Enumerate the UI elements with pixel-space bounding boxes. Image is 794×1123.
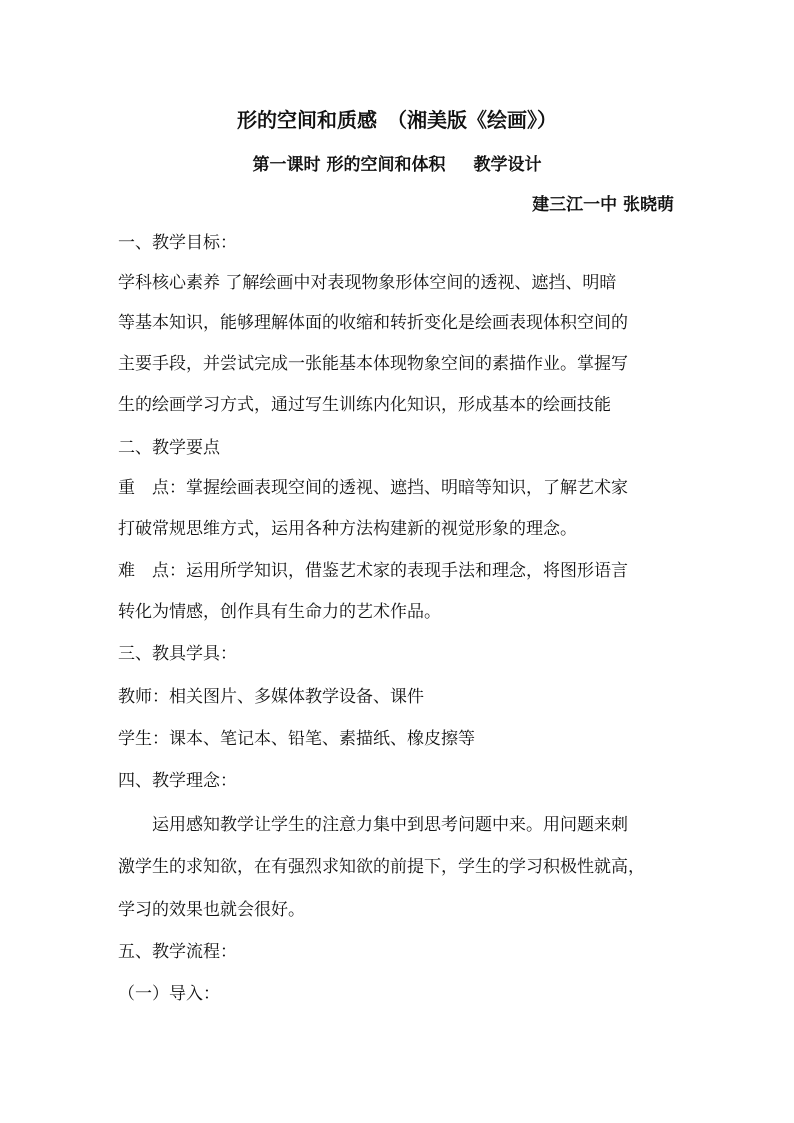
subtitle-design: 教学设计 xyxy=(473,155,542,175)
document-subtitle xyxy=(0,150,794,175)
section-heading-process: 五、教学流程： xyxy=(118,942,237,962)
section-heading-philosophy: 四、教学理念： xyxy=(118,771,237,791)
section-heading-keypoints: 二、教学要点 xyxy=(118,438,220,458)
paragraph-line: 难 点：运用所学知识，借鉴艺术家的表现手法和理念，将图形语言 xyxy=(118,561,628,581)
subtitle-lesson: 第一课时 形的空间和体积 xyxy=(252,155,446,175)
paragraph-line: 学科核心素养 了解绘画中对表现物象形体空间的透视、遮挡、明暗 xyxy=(118,273,617,293)
paragraph-line: 教师：相关图片、多媒体教学设备、课件 xyxy=(118,687,424,707)
paragraph-line: 重 点：掌握绘画表现空间的透视、遮挡、明暗等知识，了解艺术家 xyxy=(118,478,628,498)
subsection-heading-intro: （一）导入： xyxy=(118,984,220,1004)
paragraph-line: 激学生的求知欲，在有强烈求知欲的前提下，学生的学习积极性就高， xyxy=(118,857,645,877)
document-title: 形的空间和质感 （湘美版《绘画》） xyxy=(237,108,557,132)
paragraph-line: 等基本知识，能够理解体面的收缩和转折变化是绘画表现体积空间的 xyxy=(118,313,628,333)
section-heading-tools: 三、教具学具： xyxy=(118,644,237,664)
paragraph-line: 打破常规思维方式，运用各种方法构建新的视觉形象的理念。 xyxy=(118,519,577,539)
paragraph-line: 运用感知教学让学生的注意力集中到思考问题中来。用问题来刺 xyxy=(118,815,628,835)
paragraph-line: 学习的效果也就会很好。 xyxy=(118,900,305,920)
paragraph-line: 生的绘画学习方式，通过写生训练内化知识，形成基本的绘画技能 xyxy=(118,395,611,415)
paragraph-line: 转化为情感，创作具有生命力的艺术作品。 xyxy=(118,602,441,622)
section-heading-objectives: 一、教学目标： xyxy=(118,233,237,253)
author-line: 建三江一中 张晓萌 xyxy=(532,195,674,215)
paragraph-line: 学生：课本、笔记本、铅笔、素描纸、橡皮擦等 xyxy=(118,729,475,749)
paragraph-line: 主要手段，并尝试完成一张能基本体现物象空间的素描作业。掌握写 xyxy=(118,354,628,374)
